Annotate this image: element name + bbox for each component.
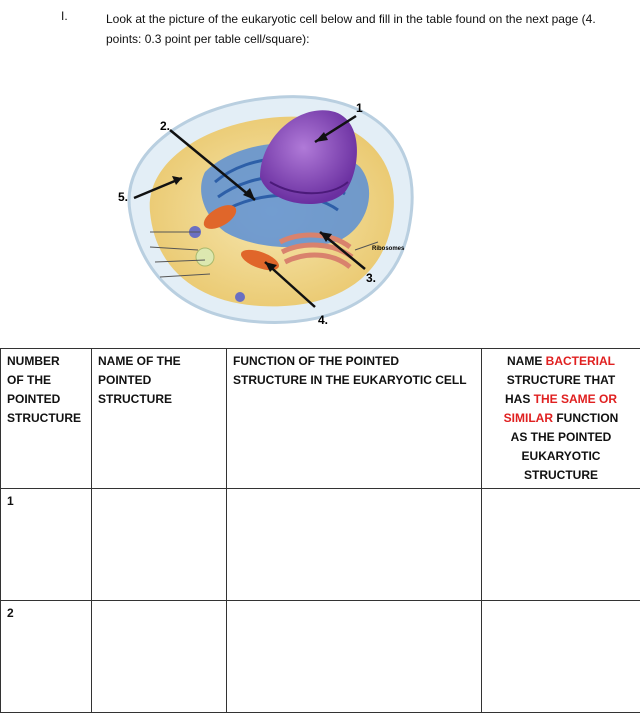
label-4: 4. xyxy=(318,313,328,327)
header-number: NUMBER OF THE POINTED STRUCTURE xyxy=(1,349,92,489)
table-row xyxy=(1,489,640,601)
header-function: FUNCTION OF THE POINTED STRUCTURE IN THE EUKARYOTIC CELL xyxy=(227,349,482,489)
answer-table xyxy=(0,348,640,713)
answer-cell-function[interactable] xyxy=(227,489,482,601)
label-1: 1 xyxy=(356,101,363,115)
answer-cell-bacterial[interactable] xyxy=(482,489,640,601)
answer-cell-function[interactable] xyxy=(227,601,482,713)
answer-cell-bacterial[interactable] xyxy=(482,601,640,713)
label-3: 3. xyxy=(366,271,376,285)
row-number: 2 xyxy=(1,601,92,713)
label-5: 5. xyxy=(118,190,128,204)
question-instructions xyxy=(106,9,640,49)
question-number: I. xyxy=(61,9,68,23)
label-2: 2. xyxy=(160,119,170,133)
answer-cell-name[interactable] xyxy=(92,489,227,601)
row-number: 1 xyxy=(1,489,92,601)
table-header-row xyxy=(1,349,640,489)
instructions-line-2: points: 0.3 point per table cell/square): xyxy=(106,29,640,49)
ribosomes-label: Ribosomes xyxy=(372,246,405,252)
eukaryotic-cell-figure xyxy=(110,82,440,332)
instructions-line-1: Look at the picture of the eukaryotic cell below and fill in the table found on the next page (4. xyxy=(106,9,640,29)
answer-cell-name[interactable] xyxy=(92,601,227,713)
header-name: NAME OF THE POINTED STRUCTURE xyxy=(92,349,227,489)
table-row xyxy=(1,601,640,713)
cell-illustration xyxy=(110,82,440,332)
header-bacterial: NAME BACTERIAL STRUCTURE THAT HAS THE SAME OR SIMILAR FUNCTION AS THE POINTED EUKARYOTIC STRUCTURE xyxy=(482,349,640,489)
